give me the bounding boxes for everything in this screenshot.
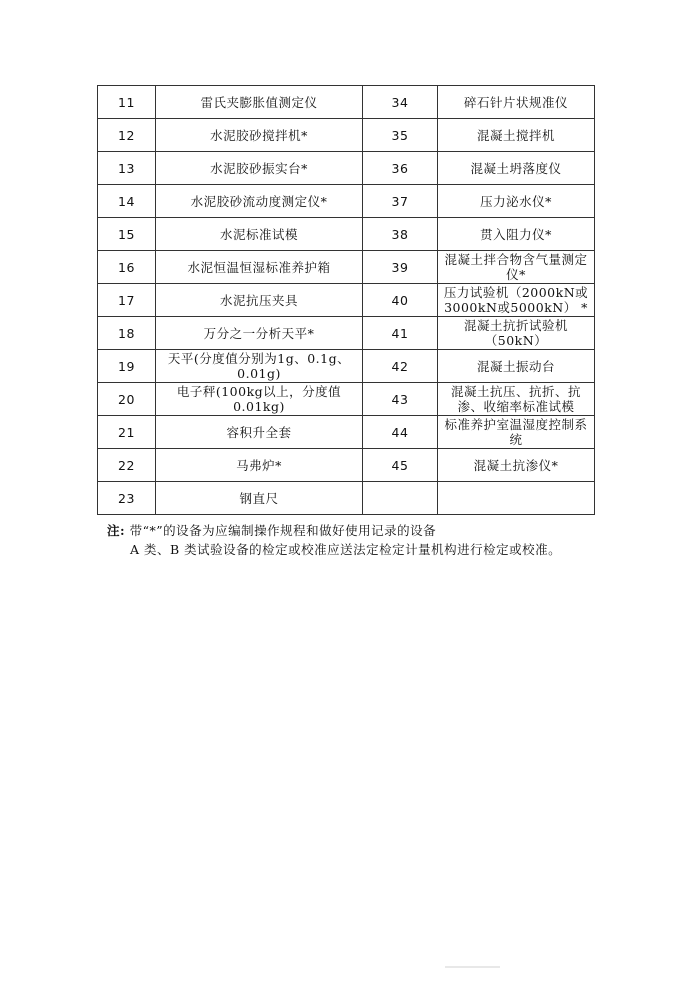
item-name-left: 水泥胶砂振实台* <box>156 152 363 185</box>
item-name-left: 万分之一分析天平* <box>156 317 363 350</box>
item-name-right: 混凝土坍落度仪 <box>438 152 595 185</box>
item-name-right: 混凝土抗折试验机（50kN） <box>438 317 595 350</box>
item-name-right: 碎石针片状规准仪 <box>438 86 595 119</box>
item-name-left: 雷氏夹膨胀值测定仪 <box>156 86 363 119</box>
item-name-left: 马弗炉* <box>156 449 363 482</box>
table-row <box>98 350 595 383</box>
item-number-right: 34 <box>363 86 438 119</box>
item-number-left: 12 <box>98 119 156 152</box>
item-name-right: 压力试验机（2000kN或3000kN或5000kN） * <box>438 284 595 317</box>
item-number-right: 42 <box>363 350 438 383</box>
table-row <box>98 119 595 152</box>
item-number-left: 16 <box>98 251 156 284</box>
item-number-right: 37 <box>363 185 438 218</box>
item-number-left: 20 <box>98 383 156 416</box>
item-number-right: 41 <box>363 317 438 350</box>
item-name-right: 贯入阻力仪* <box>438 218 595 251</box>
item-number-right: 44 <box>363 416 438 449</box>
item-number-left: 18 <box>98 317 156 350</box>
item-number-left: 14 <box>98 185 156 218</box>
item-name-right: 混凝土拌合物含气量测定仪* <box>438 251 595 284</box>
table-row <box>98 416 595 449</box>
table-row <box>98 152 595 185</box>
table-row <box>98 251 595 284</box>
item-name-left: 天平(分度值分别为1g、0.1g、0.01g) <box>156 350 363 383</box>
item-number-left: 23 <box>98 482 156 515</box>
item-name-right: 混凝土抗渗仪* <box>438 449 595 482</box>
item-number-right: 45 <box>363 449 438 482</box>
table-row <box>98 218 595 251</box>
table-row <box>98 284 595 317</box>
item-name-left: 容积升全套 <box>156 416 363 449</box>
item-name-right: 压力泌水仪* <box>438 185 595 218</box>
table-row <box>98 383 595 416</box>
item-name-left: 水泥标准试模 <box>156 218 363 251</box>
item-number-left: 21 <box>98 416 156 449</box>
equipment-table <box>97 85 595 515</box>
item-number-right <box>363 482 438 515</box>
item-number-right: 35 <box>363 119 438 152</box>
item-name-right: 混凝土振动台 <box>438 350 595 383</box>
note-label: 注: <box>107 523 126 538</box>
footer-mark <box>445 966 500 968</box>
item-name-left: 水泥抗压夹具 <box>156 284 363 317</box>
item-number-left: 19 <box>98 350 156 383</box>
item-number-right: 39 <box>363 251 438 284</box>
note-line-1 <box>107 521 436 539</box>
table-row <box>98 482 595 515</box>
item-number-right: 43 <box>363 383 438 416</box>
item-name-right: 混凝土抗压、抗折、抗渗、收缩率标准试模 <box>438 383 595 416</box>
item-name-right: 混凝土搅拌机 <box>438 119 595 152</box>
item-number-left: 22 <box>98 449 156 482</box>
item-number-right: 40 <box>363 284 438 317</box>
item-number-left: 11 <box>98 86 156 119</box>
table-row <box>98 449 595 482</box>
item-number-right: 36 <box>363 152 438 185</box>
item-number-left: 15 <box>98 218 156 251</box>
item-number-right: 38 <box>363 218 438 251</box>
table-row <box>98 86 595 119</box>
item-number-left: 13 <box>98 152 156 185</box>
item-name-left: 水泥恒温恒湿标准养护箱 <box>156 251 363 284</box>
item-name-right <box>438 482 595 515</box>
note-text-1: 带“*”的设备为应编制操作规程和做好使用记录的设备 <box>129 523 437 538</box>
item-number-left: 17 <box>98 284 156 317</box>
item-name-left: 水泥胶砂流动度测定仪* <box>156 185 363 218</box>
note-line-2: A 类、B 类试验设备的检定或校准应送法定检定计量机构进行检定或校准。 <box>130 542 562 557</box>
item-name-left: 电子秤(100kg以上，分度值0.01kg) <box>156 383 363 416</box>
table-row <box>98 185 595 218</box>
item-name-left: 钢直尺 <box>156 482 363 515</box>
table-row <box>98 317 595 350</box>
item-name-left: 水泥胶砂搅拌机* <box>156 119 363 152</box>
item-name-right: 标准养护室温湿度控制系统 <box>438 416 595 449</box>
